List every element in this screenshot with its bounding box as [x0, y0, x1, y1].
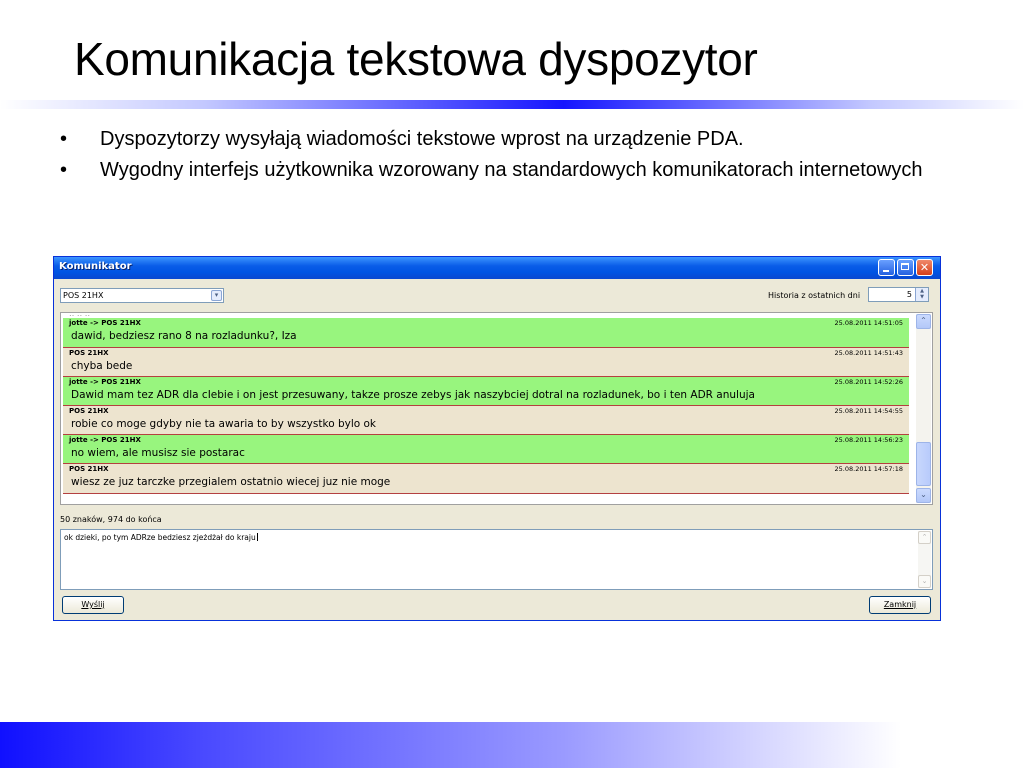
- message-text: chyba bede: [71, 360, 133, 372]
- message-input-text[interactable]: [64, 533, 258, 542]
- scroll-down-button[interactable]: [916, 488, 931, 503]
- minimize-button[interactable]: [878, 259, 895, 276]
- maximize-button[interactable]: [897, 259, 914, 276]
- chevron-up-icon: ⌃: [921, 533, 928, 541]
- message-text: Dawid mam tez ADR dla cIebie i on jest przesuwany, takze prosze zebys jak naszybciej dotral na rozladunek, bo i ten ADR anuluja: [71, 389, 755, 401]
- stepper-up-icon[interactable]: ▲: [920, 288, 924, 294]
- bullet-item: [60, 159, 960, 182]
- message-history-scrollbar[interactable]: [916, 314, 931, 503]
- message-item: [63, 348, 909, 377]
- message-item: [63, 377, 909, 406]
- message-text: no wiem, ale musisz sie postarac: [71, 447, 245, 459]
- history-days-label: Historia z ostatnich dni: [768, 291, 861, 300]
- chevron-down-icon: ⌄: [920, 490, 927, 499]
- bullet-list: [60, 128, 960, 190]
- message-input-scrollbar[interactable]: [918, 531, 931, 588]
- message-text: dawid, bedziesz rano 8 na rozladunku?, Iza: [71, 330, 297, 342]
- message-item: [63, 406, 909, 435]
- history-days-value: 5: [906, 290, 912, 299]
- stepper-down-icon[interactable]: ▼: [920, 294, 924, 300]
- stepper-buttons[interactable]: [915, 288, 928, 301]
- slide-title: Komunikacja tekstowa dyspozytor: [74, 33, 758, 85]
- history-days-stepper[interactable]: [868, 287, 929, 302]
- bullet-item: [60, 128, 960, 151]
- bullet-text: Wygodny interfejs użytkownika wzorowany na standardowych komunikatorach internetowych: [100, 159, 923, 181]
- message-input-value: ok dzieki, po tym ADRze bedziesz zjeżdżał do kraju: [64, 533, 256, 542]
- message-sender: jotte -> POS 21HX: [69, 436, 141, 444]
- window-titlebar[interactable]: [54, 257, 940, 279]
- message-item: [63, 464, 909, 494]
- messenger-window: [53, 256, 941, 621]
- bottom-gradient-band: [0, 722, 1024, 768]
- chevron-up-icon: ⌃: [920, 316, 927, 325]
- scroll-up-button[interactable]: [916, 314, 931, 329]
- recipient-select-value: POS 21HX: [63, 291, 104, 300]
- bullet-dot: •: [60, 128, 68, 150]
- maximize-icon: [901, 263, 909, 270]
- recipient-select[interactable]: [60, 288, 224, 303]
- message-history[interactable]: [60, 312, 933, 505]
- message-sender: POS 21HX: [69, 407, 109, 415]
- message-time: 25.08.2011 14:51:05: [834, 319, 903, 327]
- message-sender: POS 21HX: [69, 465, 109, 473]
- input-scroll-down-button[interactable]: [918, 575, 931, 588]
- message-text: wiesz ze juz tarczke przegialem ostatnio wiecej juz nie moge: [71, 476, 391, 488]
- message-input[interactable]: [60, 529, 933, 590]
- close-window-button[interactable]: [916, 259, 933, 276]
- send-button[interactable]: Wyślij: [62, 596, 124, 614]
- message-time: 25.08.2011 14:52:26: [834, 378, 903, 386]
- message-text: robie co moge gdyby nie ta awaria to by wszystko bylo ok: [71, 418, 377, 430]
- chevron-down-icon: ⌄: [921, 577, 928, 585]
- message-time: 25.08.2011 14:54:55: [834, 407, 903, 415]
- message-sender: jotte -> POS 21HX: [69, 319, 141, 327]
- chevron-down-icon[interactable]: ▾: [211, 290, 222, 301]
- clipped-previous-message: ‥ ‥ ‥: [69, 312, 91, 318]
- message-item: [63, 318, 909, 348]
- char-count-status: 50 znaków, 974 do końca: [60, 515, 162, 524]
- close-button[interactable]: Zamknij: [869, 596, 931, 614]
- bullet-dot: •: [60, 159, 68, 181]
- input-scroll-up-button[interactable]: [918, 531, 931, 544]
- scrollbar-thumb[interactable]: [916, 442, 931, 486]
- title-underline-rule: [0, 100, 1024, 109]
- message-time: 25.08.2011 14:56:23: [834, 436, 903, 444]
- close-icon: ✕: [919, 261, 930, 274]
- message-time: 25.08.2011 14:51:43: [834, 349, 903, 357]
- minimize-icon: [883, 270, 889, 272]
- message-time: 25.08.2011 14:57:18: [834, 465, 903, 473]
- message-sender: POS 21HX: [69, 349, 109, 357]
- text-caret: [257, 533, 258, 541]
- bullet-text: Dyspozytorzy wysyłają wiadomości tekstowe wprost na urządzenie PDA.: [100, 128, 744, 150]
- message-item: [63, 435, 909, 464]
- message-sender: jotte -> POS 21HX: [69, 378, 141, 386]
- window-title: Komunikator: [59, 261, 132, 272]
